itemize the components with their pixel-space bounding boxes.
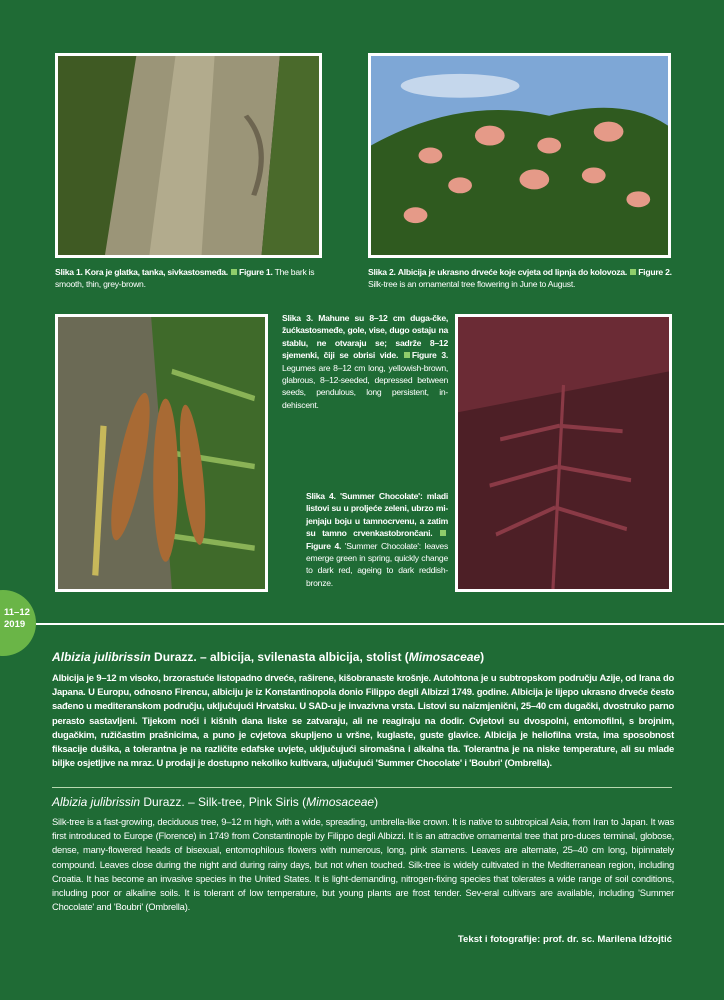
caption-figure-3: Slika 3. Mahune su 8–12 cm duga-čke, žućkastosmeđe, gole, vise, dugo ostaju na stablu, ne otvaraju se; sadrže 8–12 sjemenki, čiji se obrisi vide. Figure 3. Legumes are 8–12 cm long, yellowish-brown, glabrous, 8–12-seeded, depressed between seeds, pendulous, long persistent, in-dehiscent.: [282, 313, 449, 410]
body-croatian: Albicija je 9–12 m visoko, brzorastuće listopadno drveće, raširene, kišobranaste krošnje. Autohtona je u subtropskom području Azije, od Irana do Japana. U Europu, odnosno Firencu, albiciju je iz Konstantinopola donio Filippo degli Albizzi 1749. godine. Albicija je lijepo ukrasno drveće često sađeno u mediteranskom području, uključujući Hrvatsku. U SAD-u je invazivna vrsta. Listovi su naizmjenični, 25–40 cm dugački, dvostruko parno perasto sastavljeni. Tijekom noći i kišnih dana liske se zatvaraju, ali ne reagiraju na dodir. Cvjetovi su dvospolni, entomofilni, s brojnim, dugačkim, ružičastim prašnicima, a puno je cvjetova skupljeno u vršne, kuglaste, guste glavice. Albicija je heliofilna vrsta, ima sposobnost fiksacije dušika, a tolerantna je na različite edafske uvjete, uključujući siromašna i alkalna tla. Tolerantna je na niske temperature, ali su mlade biljke osjetljive na mraz. U prodaji je dostupno nekoliko kultivara, uljučujući 'Summer Chocolate' i 'Boubri' (Ombrella).: [52, 672, 674, 769]
bullet-square-icon: [440, 530, 446, 536]
photo-flowering-tree: [368, 53, 671, 258]
caption-figure-4: Slika 4. 'Summer Chocolate': mladi listovi su u proljeće zeleni, ubrzo mi-jenjaju boju u tamnocrvenu, a zatim su tamno crvenkastobrončani. Figure 4. 'Summer Chocolate': leaves emerge green in spring, quickly change to dark red, ageing to dark reddish-bronze.: [306, 491, 449, 588]
divider-top: [36, 623, 724, 625]
page-year: 2019: [4, 619, 26, 630]
caption-figure-2: Slika 2. Albicija je ukrasno drveće koje cvjeta od lipnja do kolovoza. Figure 2. Silk-tree is an ornamental tree flowering in June to August.: [368, 267, 672, 290]
heading-english: Albizia julibrissin Durazz. – Silk-tree, Pink Siris (Mimosaceae): [52, 795, 379, 809]
author-credit: Tekst i fotografije: prof. dr. sc. Marilena Idžojtić: [457, 934, 672, 945]
photo-legumes: [55, 314, 268, 592]
body-english: Silk-tree is a fast-growing, deciduous tree, 9–12 m high, with a wide, spreading, umbrella-like crown. It is native to subtropical Asia, from Iran to Japan. It was first introduced to Europe (Florence) in 1749 from Constantinople by Filippo degli Albizzi. It is an attractive ornamental tree that pro-duces terminal, globose, dense, many-flowered heads of bisexual, entomophilous flowers with numerous, long, pink stamens. Leaves are alternate, 25–40 cm long, bipinnately compound. Leaves close during the night and during rainy days, but not when touched. Silk-tree is widely cultivated in the Mediterranean region, including Croatia. It has become an invasive species in the United States. It is light-demanding, nitrogen-fixing species that tolerates a wide range of soil conditions, including poor or alkaline soils. It is tolerant of low temperature, but young plants are frost tender. Sev-eral cultivars are available, including 'Summer Chocolate' and 'Boubri' (Ombrella).: [52, 816, 674, 913]
page-number: 11–12: [4, 607, 30, 618]
bullet-square-icon: [404, 352, 410, 358]
bullet-square-icon: [231, 269, 237, 275]
divider-middle: [52, 787, 672, 788]
bullet-square-icon: [630, 269, 636, 275]
heading-croatian: Albizia julibrissin Durazz. – albicija, svilenasta albicija, stolist (Mimosaceae): [52, 650, 485, 664]
photo-summer-chocolate: [455, 314, 672, 592]
photo-bark: [55, 53, 322, 258]
page-number-badge: [0, 590, 36, 656]
caption-figure-1: Slika 1. Kora je glatka, tanka, sivkastosmeđa. Figure 1. The bark is smooth, thin, grey-brown.: [55, 267, 315, 290]
